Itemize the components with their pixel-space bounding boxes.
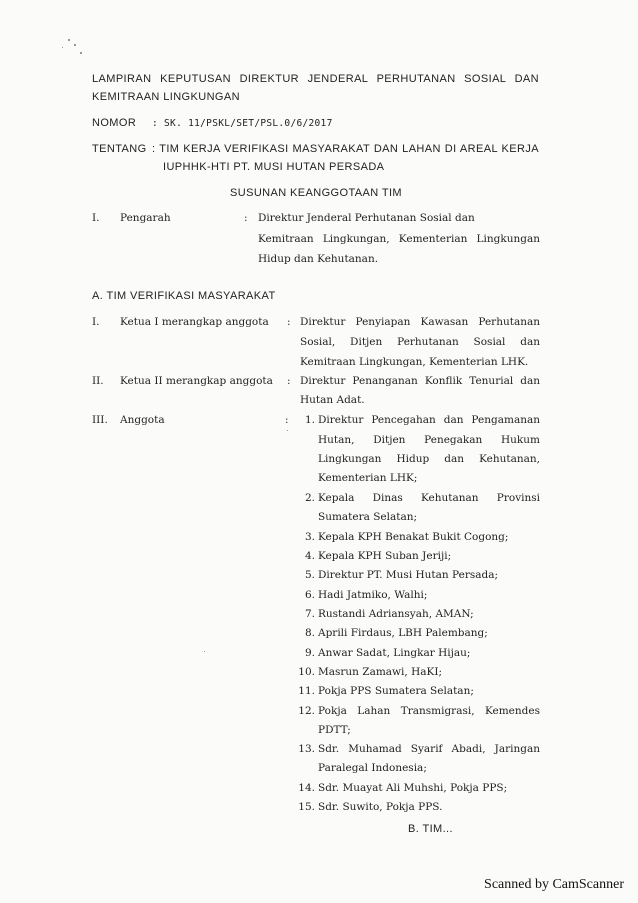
member-line: Sdr. Muhamad Syarif Abadi, Jaringan: [318, 743, 540, 755]
scan-speck: [74, 44, 76, 46]
member-number: 8.: [304, 627, 315, 639]
pengarah-numeral: I.: [92, 212, 100, 224]
member-number: 9.: [304, 647, 315, 659]
member-number: 5.: [304, 569, 315, 581]
anggota-label: Anggota: [120, 414, 165, 426]
member-line: Kepala KPH Benakat Bukit Cogong;: [318, 531, 509, 543]
anggota-colon: :: [285, 414, 289, 426]
page-title: SUSUNAN KEANGGOTAAN TIM: [230, 187, 402, 199]
section-a-heading: A. TIM VERIFIKASI MASYARAKAT: [92, 290, 276, 302]
member-number: 13.: [298, 743, 315, 755]
pengarah-text-1: Direktur Jenderal Perhutanan Sosial dan: [258, 212, 475, 224]
scan-speck: [204, 651, 205, 652]
member-line: Sumatera Selatan;: [318, 511, 418, 523]
nomor-value: : SK. 11/PSKL/SET/PSL.0/6/2017: [152, 118, 333, 129]
member-number: 7.: [304, 608, 315, 620]
tentang-line-1: : TIM KERJA VERIFIKASI MASYARAKAT DAN LAHAN DI AREAL KERJA: [152, 143, 539, 155]
member-line: Paralegal Indonesia;: [318, 762, 427, 774]
continuation-marker: B. TIM...: [408, 823, 453, 835]
member-number: 11.: [298, 685, 315, 697]
pengarah-label: Pengarah: [120, 212, 171, 224]
member-number: 14.: [298, 782, 315, 794]
scan-speck: [80, 52, 82, 54]
scan-speck: [68, 39, 70, 41]
member-line: Kementerian LHK;: [318, 472, 418, 484]
ketua2-text-1: Direktur Penanganan Konflik Tenurial dan: [300, 375, 540, 387]
ketua1-colon: :: [287, 316, 291, 328]
member-number: 3.: [304, 531, 315, 543]
member-line: Sdr. Muayat Ali Muhshi, Pokja PPS;: [318, 782, 508, 794]
member-number: 6.: [304, 589, 315, 601]
member-line: Aprili Firdaus, LBH Palembang;: [318, 627, 488, 639]
ketua1-text-3: Kemitraan Lingkungan, Kementerian LHK.: [300, 356, 529, 368]
ketua2-text-2: Hutan Adat.: [300, 394, 365, 406]
member-line: Direktur Pencegahan dan Pengamanan: [318, 414, 540, 426]
ketua1-numeral: I.: [92, 316, 100, 328]
tentang-line-2: IUPHHK-HTI PT. MUSI HUTAN PERSADA: [163, 161, 385, 173]
member-line: PDTT;: [318, 724, 351, 736]
member-line: Kepala Dinas Kehutanan Provinsi: [318, 492, 540, 504]
member-line: Direktur PT. Musi Hutan Persada;: [318, 569, 499, 581]
member-line: Anwar Sadat, Lingkar Hijau;: [318, 647, 471, 659]
member-line: Masrun Zamawi, HaKI;: [318, 666, 443, 678]
ketua2-numeral: II.: [92, 375, 104, 387]
pengarah-colon: :: [244, 212, 248, 224]
pengarah-text-2: Kemitraan Lingkungan, Kementerian Lingkungan: [258, 233, 540, 245]
ketua1-text-2: Sosial, Ditjen Perhutanan Sosial dan: [300, 336, 540, 348]
member-line: Lingkungan Hidup dan Kehutanan,: [318, 453, 540, 465]
member-number: 15.: [298, 801, 315, 813]
anggota-numeral: III.: [92, 414, 108, 426]
member-line: Pokja PPS Sumatera Selatan;: [318, 685, 474, 697]
tentang-label: TENTANG: [92, 143, 147, 155]
ketua1-text-1: Direktur Penyiapan Kawasan Perhutanan: [300, 316, 540, 328]
ketua2-colon: :: [287, 375, 291, 387]
pengarah-text-3: Hidup dan Kehutanan.: [258, 253, 379, 265]
scanner-watermark: Scanned by CamScanner: [484, 877, 624, 892]
member-line: Rustandi Adriansyah, AMAN;: [318, 608, 474, 620]
member-number: 2.: [304, 492, 315, 504]
nomor-label: NOMOR: [92, 117, 137, 129]
member-line: Hutan, Ditjen Penegakan Hukum: [318, 434, 540, 446]
scan-speck: [287, 430, 288, 431]
member-number: 10.: [298, 666, 315, 678]
member-line: Pokja Lahan Transmigrasi, Kemendes: [318, 705, 540, 717]
member-line: Kepala KPH Suban Jeriji;: [318, 550, 452, 562]
member-line: Hadi Jatmiko, Walhi;: [318, 589, 428, 601]
member-number: 4.: [304, 550, 315, 562]
header-line-1: LAMPIRAN KEPUTUSAN DIREKTUR JENDERAL PERHUTANAN SOSIAL DAN: [92, 73, 539, 85]
ketua2-label: Ketua II merangkap anggota: [120, 375, 273, 387]
header-line-2: KEMITRAAN LINGKUNGAN: [92, 91, 240, 103]
scan-speck: [62, 47, 63, 48]
ketua1-label: Ketua I merangkap anggota: [120, 316, 269, 328]
member-number: 1.: [304, 414, 315, 426]
member-line: Sdr. Suwito, Pokja PPS.: [318, 801, 443, 813]
member-number: 12.: [298, 705, 315, 717]
